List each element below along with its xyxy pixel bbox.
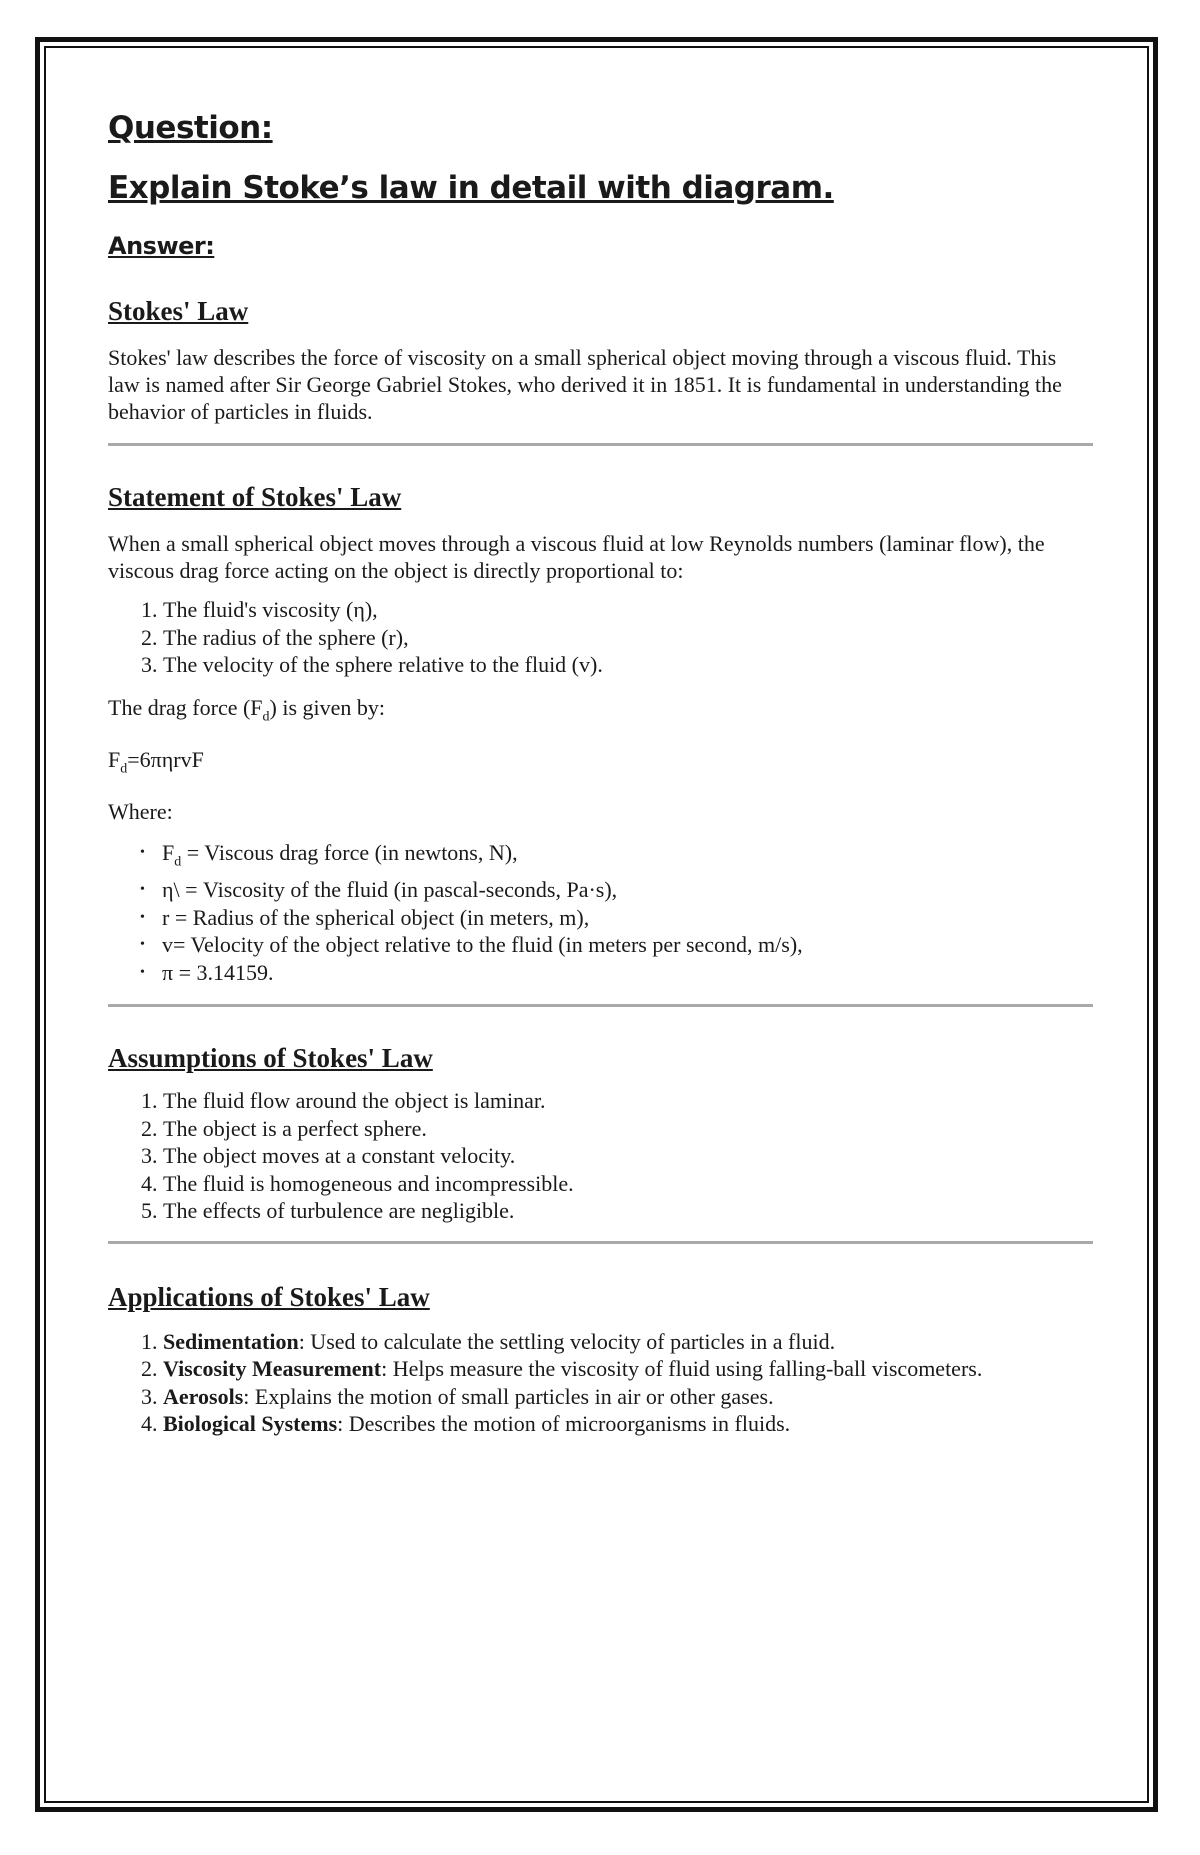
- question-label: Question:: [108, 110, 273, 146]
- list-item: 3. The velocity of the sphere relative to the fluid (v).: [163, 651, 1093, 679]
- list-item: 1. The fluid flow around the object is laminar.: [163, 1087, 1093, 1115]
- list-item: 1. Sedimentation: Used to calculate the settling velocity of particles in a fluid.: [163, 1328, 1093, 1356]
- list-item: • $F_d$ = Viscous drag force (in newtons, N),: [140, 840, 518, 870]
- document-body: [108, 108, 1093, 1438]
- list-item: 5. The effects of turbulence are negligible.: [163, 1197, 1093, 1225]
- applications-list: [108, 1328, 1093, 1438]
- list-item: 2. Viscosity Measurement: Helps measure the viscosity of fluid using falling-ball viscometers.: [163, 1355, 1093, 1383]
- section-title-statement: Statement of Stokes' Law: [108, 482, 402, 512]
- question-text: Explain Stoke’s law in detail with diagram.: [108, 170, 834, 206]
- statement-list: [108, 596, 1093, 679]
- definitions-list: [108, 839, 1093, 986]
- section-title-assumptions: Assumptions of Stokes' Law: [108, 1043, 433, 1074]
- list-item: • π = 3.14159.: [140, 959, 274, 985]
- intro-paragraph: Stokes' law describes the force of viscosity on a small spherical object moving through a viscous fluid. This law is named after Sir George Gabriel Stokes, who derived it in 1851. It is fundamental in understanding the behavior of particles in fluids.: [108, 345, 1062, 424]
- section-title-stokes-law: Stokes' Law: [108, 296, 249, 326]
- divider: [108, 1004, 1093, 1007]
- answer-label: Answer:: [108, 232, 215, 260]
- statement-paragraph: When a small spherical object moves through a viscous fluid at low Reynolds numbers (laminar flow), the viscous drag force acting on the object is directly proportional to:: [108, 531, 1045, 583]
- section-title-applications: Applications of Stokes' Law: [108, 1281, 430, 1312]
- list-item: • η\ = Viscosity of the fluid (in pascal-seconds, Pa·s),: [140, 877, 618, 903]
- drag-force-formula: $F_d=6\pi\eta rvF$: [108, 746, 204, 777]
- divider: [108, 443, 1093, 446]
- drag-force-intro: The drag force $(F_d)$ is given by:: [108, 694, 386, 724]
- list-item: 3. The object moves at a constant velocity.: [163, 1142, 1093, 1170]
- divider: [108, 1241, 1093, 1244]
- list-item: 4. The fluid is homogeneous and incompressible.: [163, 1170, 1093, 1198]
- list-item: 2. The radius of the sphere (r),: [163, 624, 1093, 652]
- assumptions-list: [108, 1087, 1093, 1225]
- list-item: 1. The fluid's viscosity (η),: [163, 596, 1093, 624]
- list-item: • r = Radius of the spherical object (in meters, m),: [140, 904, 590, 930]
- where-label: Where:: [108, 799, 173, 825]
- list-item: 2. The object is a perfect sphere.: [163, 1115, 1093, 1143]
- list-item: • v= Velocity of the object relative to the fluid (in meters per second, m/s),: [140, 932, 803, 958]
- list-item: 3. Aerosols: Explains the motion of small particles in air or other gases.: [163, 1383, 1093, 1411]
- list-item: 4. Biological Systems: Describes the motion of microorganisms in fluids.: [163, 1410, 1093, 1438]
